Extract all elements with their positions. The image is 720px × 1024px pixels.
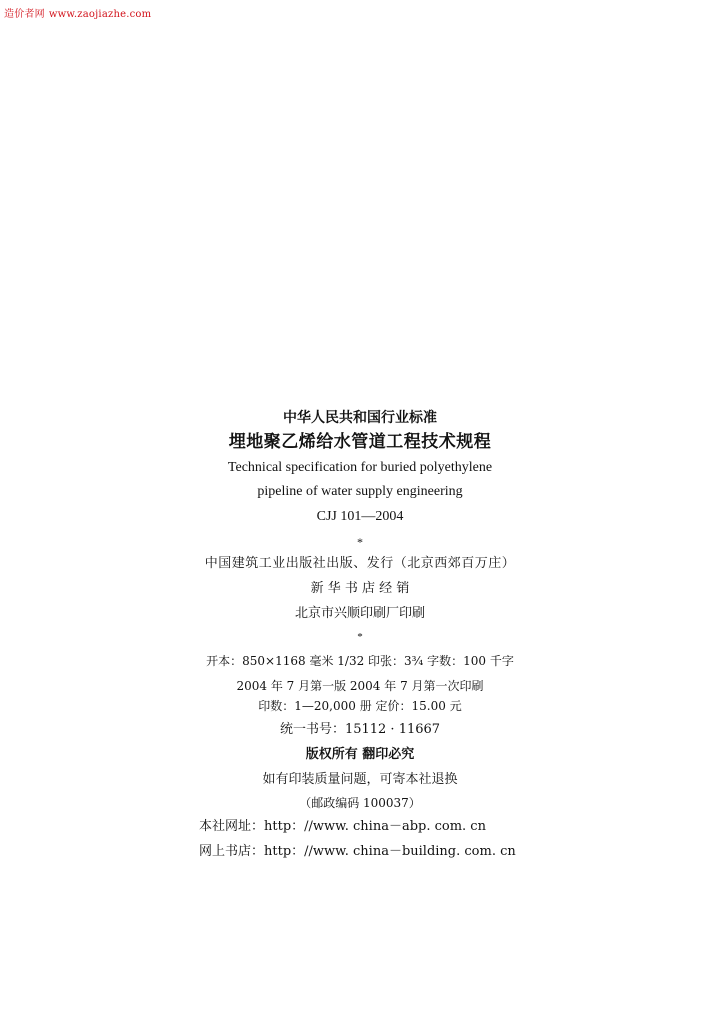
title-english-line1: Technical specification for buried polyethylene (227, 460, 493, 475)
postal-code-line: （邮政编码 100037） (299, 796, 421, 810)
copyright-line: 版权所有 翻印必究 (305, 747, 415, 762)
online-bookstore-line: 网上书店：http：//www. china－building. com. cn (199, 844, 516, 859)
edition-line: 2004 年 7 月第一版 2004 年 7 月第一次印刷 (236, 679, 484, 693)
distributor-line: 新 华 书 店 经 销 (310, 581, 410, 596)
title-chinese: 埋地聚乙烯给水管道工程技术规程 (228, 432, 492, 452)
quality-notice-line: 如有印装质量问题，可寄本社退换 (262, 772, 458, 787)
title-english-line2: pipeline of water supply engineering (257, 484, 463, 499)
separator-star-2: * (357, 631, 363, 643)
watermark-name: 造价者网 (4, 9, 45, 20)
publisher-line: 中国建筑工业出版社出版、发行（北京西郊百万庄） (204, 556, 516, 571)
watermark-url[interactable]: www.zaojiazhe.com (48, 9, 152, 20)
printer-line: 北京市兴顺印刷厂印刷 (294, 606, 425, 621)
format-line: 开本：850×1168 毫米 1/32 印张：3¾ 字数：100 千字 (206, 654, 514, 668)
standard-category: 中华人民共和国行业标准 (283, 410, 437, 426)
separator-star-1: * (357, 535, 363, 549)
print-run-line: 印数：1—20,000 册 定价：15.00 元 (258, 699, 462, 713)
standard-code: CJJ 101—2004 (316, 509, 404, 524)
book-number-line: 统一书号：15112 · 11667 (279, 722, 441, 737)
website-line: 本社网址：http：//www. china－abp. com. cn (199, 819, 486, 834)
watermark (4, 5, 151, 20)
